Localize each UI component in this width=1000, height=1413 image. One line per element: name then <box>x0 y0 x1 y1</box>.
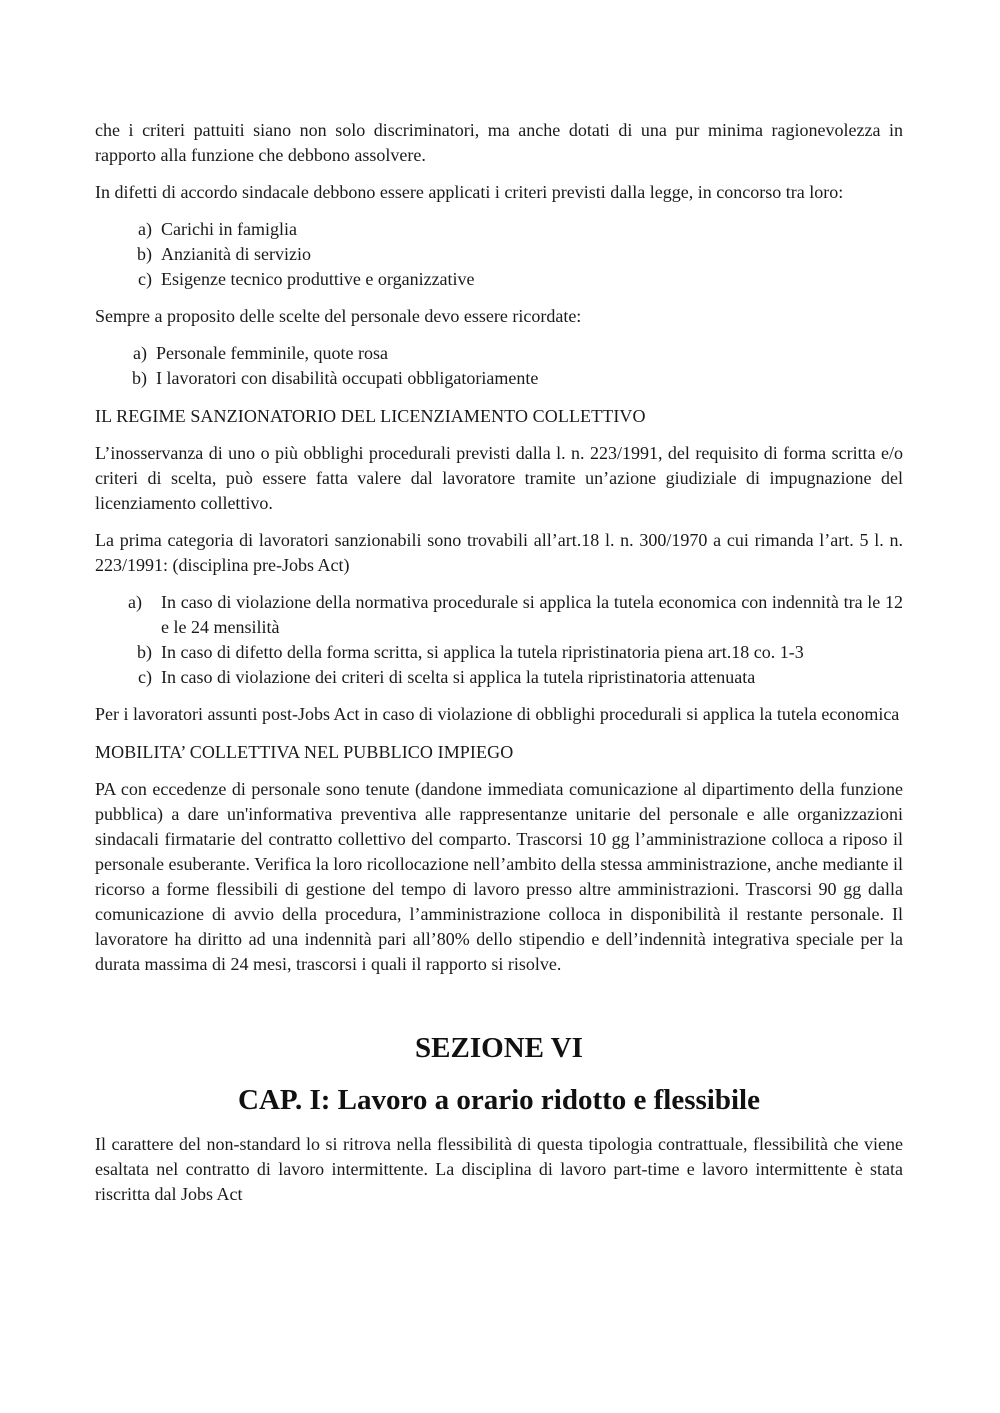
list-item-text: Personale femminile, quote rosa <box>156 343 388 363</box>
list-item-text: In caso di violazione della normativa procedurale si applica la tutela economica con indennità tra le 12 e le 24 mensilità <box>161 592 903 637</box>
list-item-text: I lavoratori con disabilità occupati obbligatoriamente <box>156 368 539 388</box>
list-marker: b) <box>132 368 147 388</box>
list-item <box>95 267 903 292</box>
list-item-text: Esigenze tecnico produttive e organizzative <box>161 269 475 289</box>
document-page <box>95 118 903 1207</box>
list-marker: b) <box>137 244 152 264</box>
heading-sanctions: IL REGIME SANZIONATORIO DEL LICENZIAMENTO COLLETTIVO <box>95 406 646 426</box>
paragraph-post-jobs-act: Per i lavoratori assunti post-Jobs Act in caso di violazione di obblighi procedurali si applica la tutela economica <box>95 704 900 724</box>
list-item <box>95 217 903 242</box>
list-item <box>95 242 903 267</box>
section-title: SEZIONE VI <box>415 1032 583 1064</box>
list-item-text: Anzianità di servizio <box>161 244 311 264</box>
list-item-text: In caso di violazione dei criteri di scelta si applica la tutela ripristinatoria attenuata <box>161 667 756 687</box>
list-item <box>95 366 903 391</box>
list-marker: b) <box>137 642 152 662</box>
list-item <box>95 640 903 665</box>
list-marker: c) <box>138 667 152 687</box>
list-marker: a) <box>138 219 152 239</box>
paragraph-first-category: La prima categoria di lavoratori sanzionabili sono trovabili all’art.18 l. n. 300/1970 a cui rimanda l’art. 5 l. n. 223/1991: (disciplina pre-Jobs Act) <box>95 530 903 575</box>
list-marker: a) <box>133 343 147 363</box>
paragraph-non-standard: Il carattere del non-standard lo si ritrova nella flessibilità di questa tipologia contrattuale, flessibilità che viene esaltata nel contratto di lavoro intermittente. La disciplina di lavoro part-time e lavoro intermittente è stata riscritta dal Jobs Act <box>95 1134 903 1204</box>
paragraph-nonobservance: L’inosservanza di uno o più obblighi procedurali previsti dalla l. n. 223/1991, del requisito di forma scritta e/o criteri di scelta, può essere fatta valere dal lavoratore tramite un’azione giudiziale di impugnazione del licenziamento collettivo. <box>95 443 903 513</box>
list-item <box>95 665 903 690</box>
list-item <box>95 590 903 640</box>
list-marker: a) <box>128 592 142 612</box>
paragraph-personnel-choices: Sempre a proposito delle scelte del personale devo essere ricordate: <box>95 306 582 326</box>
list-item-text: Carichi in famiglia <box>161 219 297 239</box>
paragraph-criteria: che i criteri pattuiti siano non solo discriminatori, ma anche dotati di una pur minima ragionevolezza in rapporto alla funzione che debbono assolvere. <box>95 120 903 165</box>
personnel-list <box>95 341 903 391</box>
heading-public-mobility: MOBILITA’ COLLETTIVA NEL PUBBLICO IMPIEGO <box>95 742 514 762</box>
list-item <box>95 341 903 366</box>
paragraph-legal-criteria: In difetti di accordo sindacale debbono essere applicati i criteri previsti dalla legge, in concorso tra loro: <box>95 182 844 202</box>
paragraph-public-administration: PA con eccedenze di personale sono tenute (dandone immediata comunicazione al dipartimento della funzione pubblica) a dare un'informativa preventiva alle rappresentanze unitarie del personale e alle organizzazioni sindacali firmatarie del contratto collettivo del comparto. Trascorsi 10 gg l’amministrazione colloca a riposo il personale esuberante. Verifica la loro ricollocazione nell’ambito della stessa amministrazione, anche mediante il ricorso a forme flessibili di gestione del tempo di lavoro presso altre amministrazioni. Trascorsi 90 gg dalla comunicazione di avvio della procedura, l’amministrazione colloca in disponibilità il restante personale. Il lavoratore ha diritto ad una indennità pari all’80% dello stipendio e dell’indennità integrativa speciale per la durata massima di 24 mesi, trascorsi i quali il rapporto si risolve. <box>95 779 903 974</box>
list-item-text: In caso di difetto della forma scritta, si applica la tutela ripristinatoria piena art.18 co. 1-3 <box>161 642 804 662</box>
sanctions-list <box>95 590 903 690</box>
chapter-title: CAP. I: Lavoro a orario ridotto e flessibile <box>238 1084 760 1116</box>
list-marker: c) <box>138 269 152 289</box>
legal-criteria-list <box>95 217 903 292</box>
